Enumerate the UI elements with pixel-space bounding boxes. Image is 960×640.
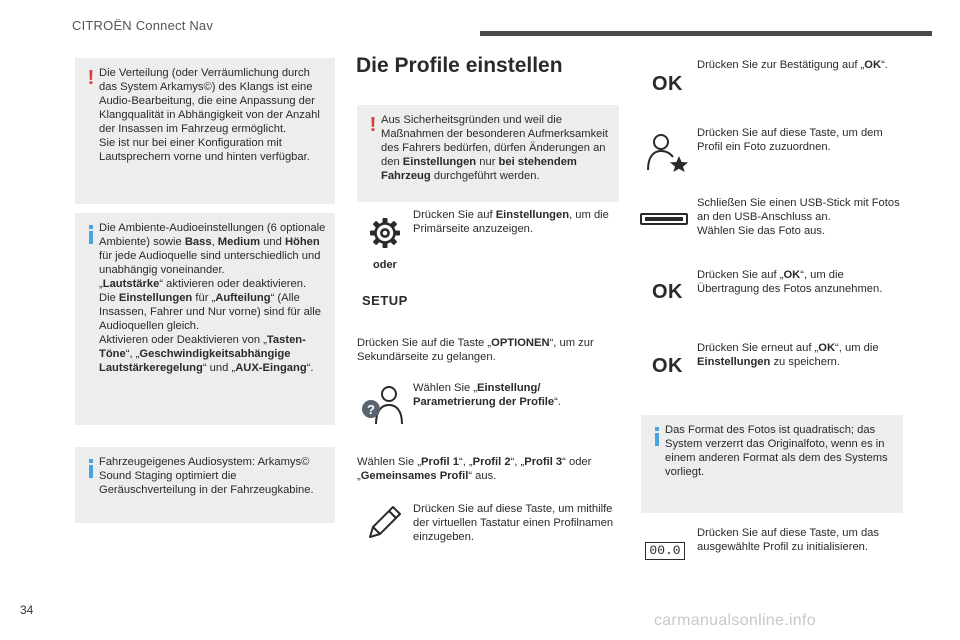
step-confirm: Drücken Sie zur Bestätigung auf „OK“. — [697, 59, 888, 71]
profile-star-icon — [646, 132, 690, 172]
step-settings: Drücken Sie auf Einstellungen, um die Primärseite anzuzeigen. — [413, 209, 609, 235]
note-info-arkamys — [75, 447, 335, 523]
or-label: oder — [373, 259, 397, 271]
ok-icon: OK — [652, 355, 683, 377]
step-profile-setting: Wählen Sie „Einstellung/ Parametrierung der Profile“. — [413, 382, 561, 408]
header-bar — [480, 31, 932, 36]
gear-icon — [368, 216, 402, 250]
profile-question-icon — [360, 384, 406, 426]
step-choose-profile: Wählen Sie „Profil 1“, „Profil 2“, „Profil 3“ oder „Gemeinsames Profil“ aus. — [357, 456, 592, 482]
note-warning-sound-distribution — [75, 58, 335, 204]
info-icon — [86, 222, 96, 244]
note-text: Fahrzeugeigenes Audiosystem: Arkamys© Sound Staging optimiert die Geräuschverteilung in der Fahrzeugkabine. — [99, 456, 314, 496]
header-title: CITROËN Connect Nav — [72, 18, 214, 33]
step-options: Drücken Sie auf die Taste „OPTIONEN“, um zur Sekundärseite zu gelangen. — [357, 337, 594, 363]
setup-label: SETUP — [362, 293, 408, 308]
pencil-icon — [366, 505, 402, 541]
step-ok-transfer: Drücken Sie auf „OK“, um die Übertragung des Fotos anzunehmen. — [697, 269, 883, 295]
warning-icon: ! — [369, 114, 377, 136]
info-icon — [652, 424, 662, 446]
page-number: 34 — [20, 603, 34, 617]
note-text: Aus Sicherheitsgründen und weil die Maßnahmen der besonderen Aufmerksamkeit des Fahrers bedürfen, dürfen Änderungen an den Einstellungen nur bei stehendem Fahrzeug durchgeführt werden. — [381, 114, 608, 182]
watermark: carmanualsonline.info — [654, 612, 816, 629]
note-text: Die Ambiente-Audioeinstellungen (6 optionale Ambiente) sowie Bass, Medium und Höhen für jede Audioquelle sind unterschiedlich und unabhängig voneinander. „Lautstärke“ aktivieren oder deaktivieren. Die Einstellungen für „Aufteilung“ (Alle Insassen, Fahrer und Nur vorne) sind für alle Audioquellen gleich. Aktivieren oder Deaktivieren von „Tasten-Töne“, „Geschwindigkeitsabhängige Lautstärkeregelung“ und „AUX-Eingang“. — [99, 222, 326, 374]
ok-icon: OK — [652, 73, 683, 95]
step-ok-save: Drücken Sie erneut auf „OK“, um die Einstellungen zu speichern. — [697, 342, 879, 368]
ok-icon: OK — [652, 281, 683, 303]
usb-slot-icon — [640, 211, 688, 227]
note-info-photo-format — [641, 415, 903, 513]
svg-text:?: ? — [367, 402, 375, 417]
step-keyboard: Drücken Sie auf diese Taste, um mithilfe der virtuellen Tastatur einen Profilnamen einzugeben. — [413, 503, 614, 543]
note-info-ambience — [75, 213, 335, 425]
section-title: Die Profile einstellen — [356, 54, 563, 77]
reset-counter-icon: 00.0 — [645, 542, 685, 560]
step-usb: Schließen Sie einen USB-Stick mit Fotos an den USB-Anschluss an. Wählen Sie das Foto aus. — [697, 197, 900, 237]
note-text: Die Verteilung (oder Verräumlichung durch das System Arkamys©) des Klangs ist eine Audio-Bearbeitung, die eine Anpassung der Klangqualität in Abhängigkeit von der Anzahl der Insassen im Fahrzeug ermöglicht. Sie ist nur bei einer Konfiguration mit Lautsprechern vorne und hinten verfügbar. — [99, 67, 320, 163]
step-reset: Drücken Sie auf diese Taste, um das ausgewählte Profil zu initialisieren. — [697, 527, 879, 553]
info-icon — [86, 456, 96, 478]
note-warning-safety — [357, 105, 619, 202]
step-photo: Drücken Sie auf diese Taste, um dem Profil ein Foto zuzuordnen. — [697, 127, 883, 153]
warning-icon: ! — [87, 67, 95, 89]
note-text: Das Format des Fotos ist quadratisch; das System verzerrt das Originalfoto, wenn es in einem anderen Format als dem des Systems vorliegt. — [665, 424, 888, 478]
